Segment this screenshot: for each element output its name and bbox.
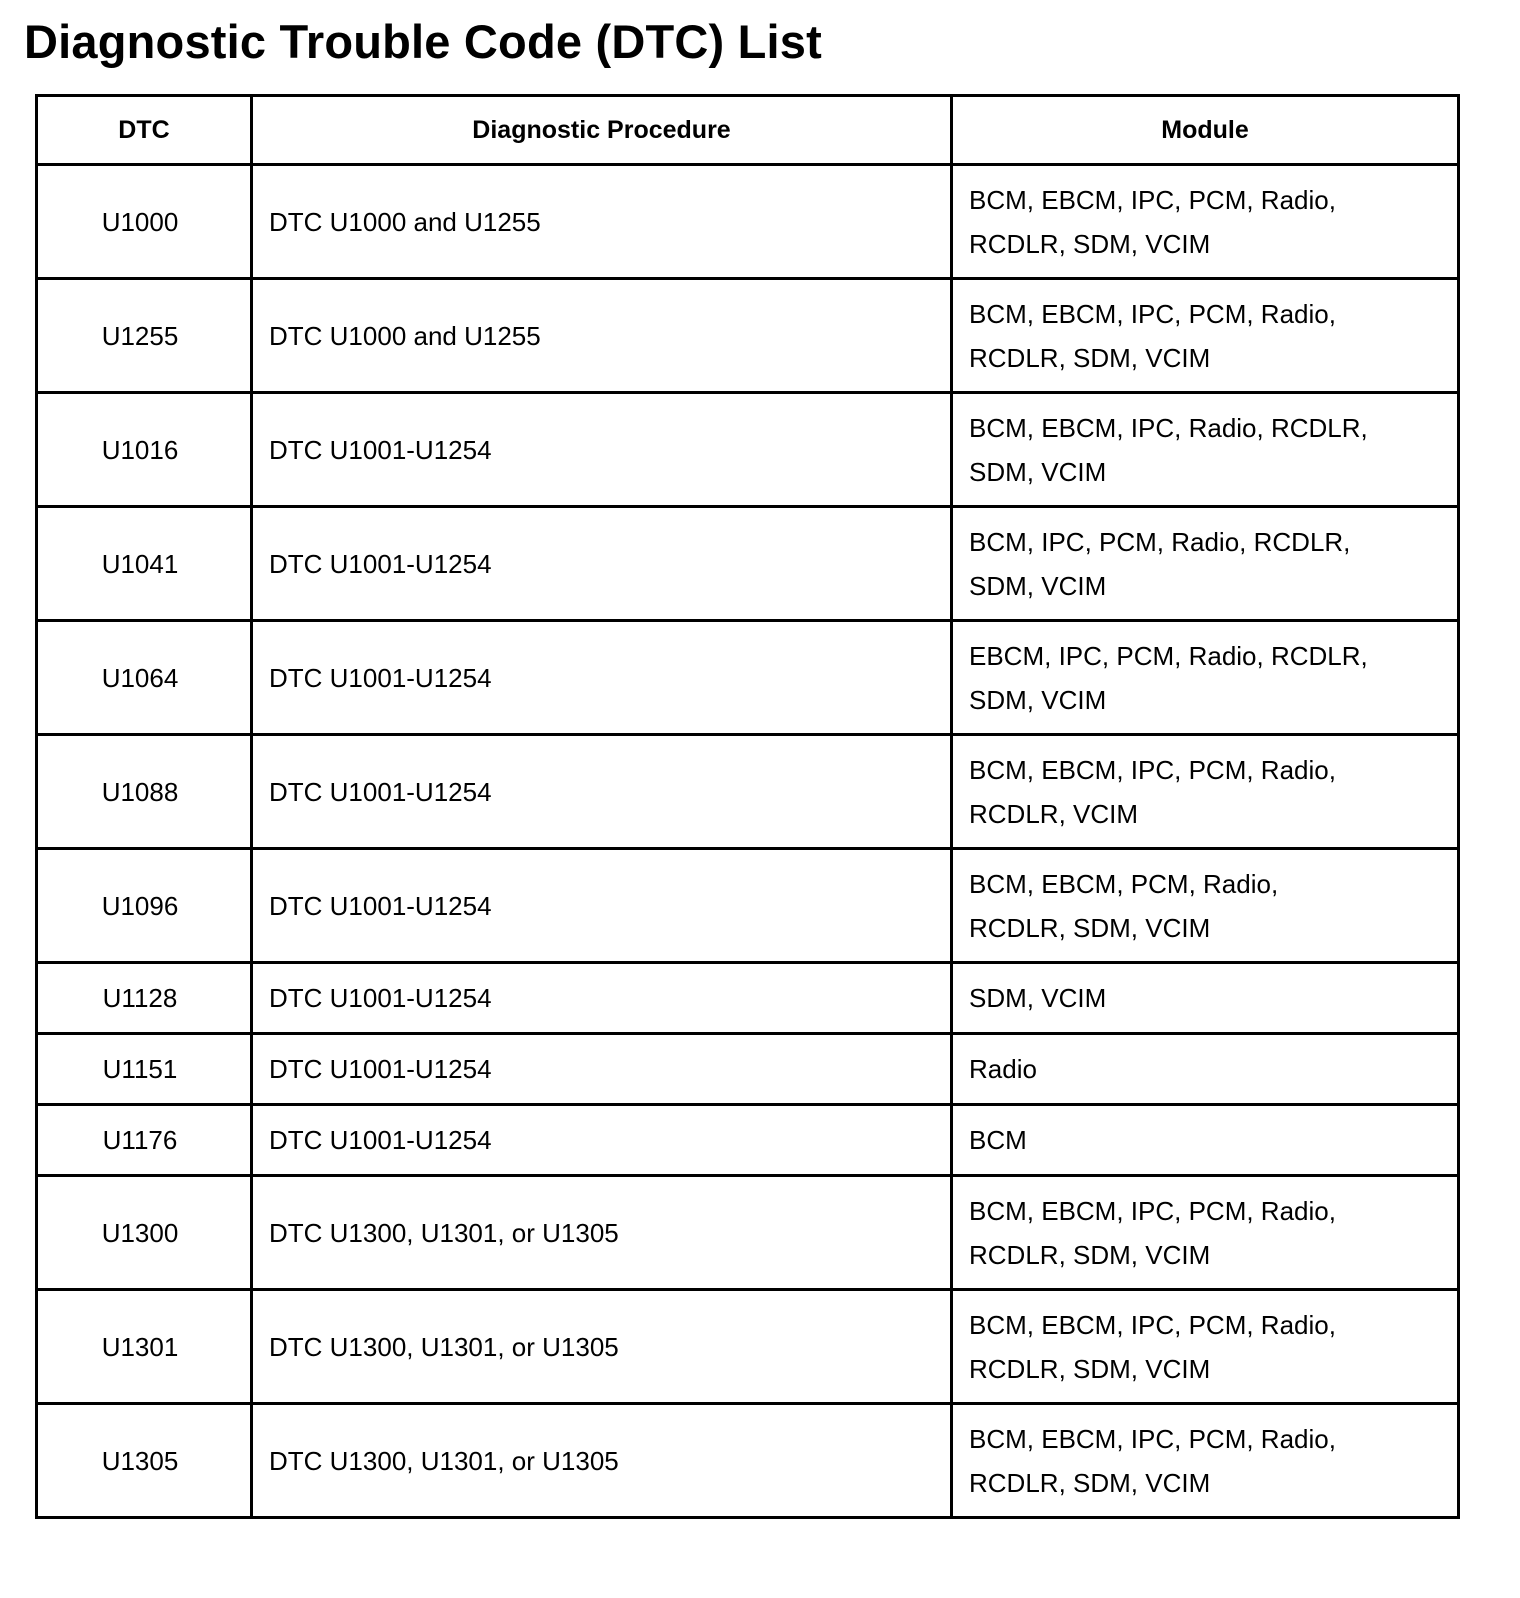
module-cell bbox=[952, 1404, 1459, 1518]
module-line: SDM, VCIM bbox=[969, 684, 1107, 715]
module-line: RCDLR, SDM, VCIM bbox=[969, 1239, 1211, 1270]
diagnostic-procedure-cell: DTC U1300, U1301, or U1305 bbox=[252, 1290, 952, 1404]
dtc-code-cell: U1096 bbox=[37, 849, 252, 963]
module-cell bbox=[952, 1290, 1459, 1404]
table-row bbox=[37, 1034, 1459, 1105]
diagnostic-procedure-cell: DTC U1300, U1301, or U1305 bbox=[252, 1404, 952, 1518]
module-cell bbox=[952, 621, 1459, 735]
module-cell bbox=[952, 165, 1459, 279]
header-module: Module bbox=[952, 96, 1459, 165]
table-row bbox=[37, 849, 1459, 963]
module-line: BCM bbox=[969, 1125, 1027, 1155]
module-cell bbox=[952, 963, 1459, 1034]
module-line: SDM, VCIM bbox=[969, 456, 1107, 487]
module-line: Radio bbox=[969, 1054, 1037, 1084]
dtc-code-cell: U1000 bbox=[37, 165, 252, 279]
header-dtc: DTC bbox=[37, 96, 252, 165]
module-line: RCDLR, VCIM bbox=[969, 798, 1139, 829]
diagnostic-procedure-cell: DTC U1000 and U1255 bbox=[252, 279, 952, 393]
dtc-table bbox=[35, 94, 1460, 1519]
table-row bbox=[37, 507, 1459, 621]
module-cell bbox=[952, 393, 1459, 507]
dtc-code-cell: U1255 bbox=[37, 279, 252, 393]
module-line: SDM, VCIM bbox=[969, 570, 1107, 601]
dtc-code-cell: U1151 bbox=[37, 1034, 252, 1105]
dtc-code-cell: U1300 bbox=[37, 1176, 252, 1290]
dtc-code-cell: U1176 bbox=[37, 1105, 252, 1176]
table-row bbox=[37, 735, 1459, 849]
module-line: RCDLR, SDM, VCIM bbox=[969, 342, 1211, 373]
table-header-row bbox=[37, 96, 1459, 165]
module-cell bbox=[952, 735, 1459, 849]
dtc-code-cell: U1088 bbox=[37, 735, 252, 849]
diagnostic-procedure-cell: DTC U1001-U1254 bbox=[252, 963, 952, 1034]
diagnostic-procedure-cell: DTC U1001-U1254 bbox=[252, 393, 952, 507]
table-row bbox=[37, 963, 1459, 1034]
table-row bbox=[37, 165, 1459, 279]
module-line: SDM, VCIM bbox=[969, 983, 1107, 1013]
diagnostic-procedure-cell: DTC U1001-U1254 bbox=[252, 1034, 952, 1105]
table-row bbox=[37, 1290, 1459, 1404]
header-diagnostic-procedure: Diagnostic Procedure bbox=[252, 96, 952, 165]
page-title: Diagnostic Trouble Code (DTC) List bbox=[24, 15, 822, 68]
module-line: BCM, EBCM, IPC, PCM, Radio, bbox=[969, 754, 1336, 785]
table-row bbox=[37, 279, 1459, 393]
diagnostic-procedure-cell: DTC U1001-U1254 bbox=[252, 621, 952, 735]
dtc-code-cell: U1305 bbox=[37, 1404, 252, 1518]
dtc-code-cell: U1041 bbox=[37, 507, 252, 621]
table-row bbox=[37, 621, 1459, 735]
module-line: RCDLR, SDM, VCIM bbox=[969, 1353, 1211, 1384]
dtc-code-cell: U1016 bbox=[37, 393, 252, 507]
table-body bbox=[37, 165, 1459, 1518]
module-cell bbox=[952, 1105, 1459, 1176]
diagnostic-procedure-cell: DTC U1001-U1254 bbox=[252, 735, 952, 849]
module-line: BCM, EBCM, IPC, PCM, Radio, bbox=[969, 298, 1336, 329]
diagnostic-procedure-cell: DTC U1300, U1301, or U1305 bbox=[252, 1176, 952, 1290]
module-cell bbox=[952, 1034, 1459, 1105]
table-row bbox=[37, 393, 1459, 507]
module-line: RCDLR, SDM, VCIM bbox=[969, 912, 1211, 943]
module-line: BCM, EBCM, PCM, Radio, bbox=[969, 868, 1279, 899]
module-line: BCM, EBCM, IPC, Radio, RCDLR, bbox=[969, 412, 1368, 443]
module-line: BCM, EBCM, IPC, PCM, Radio, bbox=[969, 1423, 1336, 1454]
dtc-code-cell: U1301 bbox=[37, 1290, 252, 1404]
diagnostic-procedure-cell: DTC U1000 and U1255 bbox=[252, 165, 952, 279]
module-line: EBCM, IPC, PCM, Radio, RCDLR, bbox=[969, 640, 1368, 671]
module-cell bbox=[952, 849, 1459, 963]
module-cell bbox=[952, 279, 1459, 393]
module-line: BCM, EBCM, IPC, PCM, Radio, bbox=[969, 1195, 1336, 1226]
diagnostic-procedure-cell: DTC U1001-U1254 bbox=[252, 507, 952, 621]
module-cell bbox=[952, 507, 1459, 621]
module-line: BCM, IPC, PCM, Radio, RCDLR, bbox=[969, 526, 1351, 557]
table-row bbox=[37, 1176, 1459, 1290]
diagnostic-procedure-cell: DTC U1001-U1254 bbox=[252, 849, 952, 963]
diagnostic-procedure-cell: DTC U1001-U1254 bbox=[252, 1105, 952, 1176]
table-row bbox=[37, 1105, 1459, 1176]
module-cell bbox=[952, 1176, 1459, 1290]
dtc-code-cell: U1064 bbox=[37, 621, 252, 735]
dtc-code-cell: U1128 bbox=[37, 963, 252, 1034]
module-line: BCM, EBCM, IPC, PCM, Radio, bbox=[969, 184, 1336, 215]
table-row bbox=[37, 1404, 1459, 1518]
module-line: BCM, EBCM, IPC, PCM, Radio, bbox=[969, 1309, 1336, 1340]
module-line: RCDLR, SDM, VCIM bbox=[969, 228, 1211, 259]
module-line: RCDLR, SDM, VCIM bbox=[969, 1467, 1211, 1498]
